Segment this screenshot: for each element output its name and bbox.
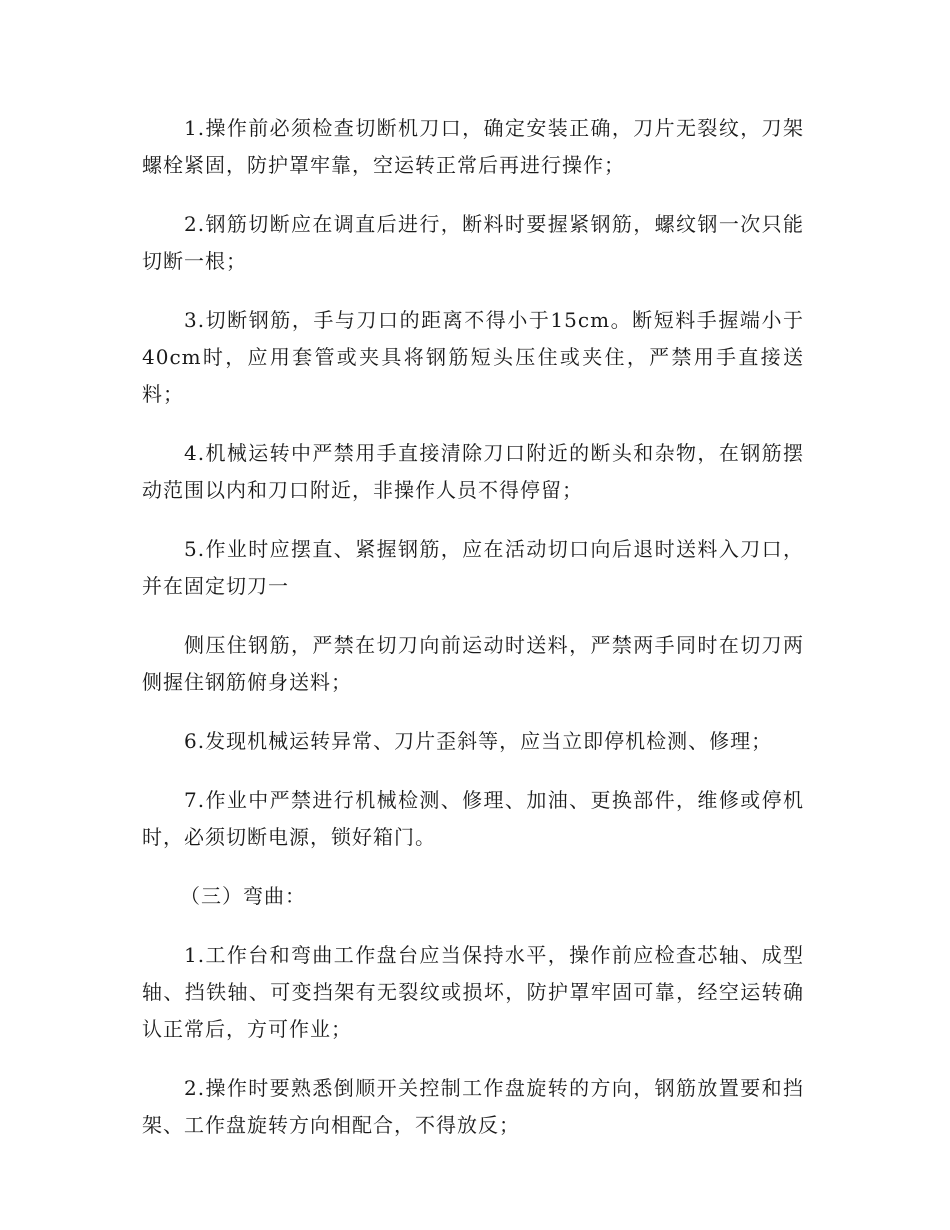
document-body: [142, 110, 804, 1166]
paragraph-cutting-rule-3: 3.切断钢筋，手与刀口的距离不得小于15cm。断短料手握端小于40cm时，应用套管或夹具将钢筋短头压住或夹住，严禁用手直接送料；: [142, 308, 804, 406]
paragraph-cutting-rule-2: 2.钢筋切断应在调直后进行，断料时要握紧钢筋，螺纹钢一次只能切断一根；: [142, 212, 804, 273]
paragraph-cutting-rule-5: 5.作业时应摆直、紧握钢筋，应在活动切口向后退时送料入刀口，并在固定切刀一: [142, 537, 804, 598]
paragraph-cutting-rule-5-continued: 侧压住钢筋，严禁在切刀向前运动时送料，严禁两手同时在切刀两侧握住钢筋俯身送料；: [142, 633, 804, 694]
paragraph-bending-rule-2: 2.操作时要熟悉倒顺开关控制工作盘旋转的方向，钢筋放置要和挡架、工作盘旋转方向相配合，不得放反；: [142, 1076, 804, 1137]
paragraph-cutting-rule-7: 7.作业中严禁进行机械检测、修理、加油、更换部件，维修或停机时，必须切断电源，锁好箱门。: [142, 788, 804, 849]
section-heading-bending: （三）弯曲：: [180, 884, 306, 908]
paragraph-bending-rule-1: 1.工作台和弯曲工作盘台应当保持水平，操作前应检查芯轴、成型轴、挡铁轴、可变挡架有无裂纹或损坏，防护罩牢固可靠，经空运转确认正常后，方可作业；: [142, 943, 804, 1041]
paragraph-cutting-rule-1: 1.操作前必须检查切断机刀口，确定安装正确，刀片无裂纹，刀架螺栓紧固，防护罩牢靠，空运转正常后再进行操作；: [142, 116, 804, 177]
paragraph-cutting-rule-6: 6.发现机械运转异常、刀片歪斜等，应当立即停机检测、修理；: [184, 729, 773, 753]
paragraph-cutting-rule-4: 4.机械运转中严禁用手直接清除刀口附近的断头和杂物，在钢筋摆动范围以内和刀口附近，非操作人员不得停留；: [142, 441, 804, 502]
